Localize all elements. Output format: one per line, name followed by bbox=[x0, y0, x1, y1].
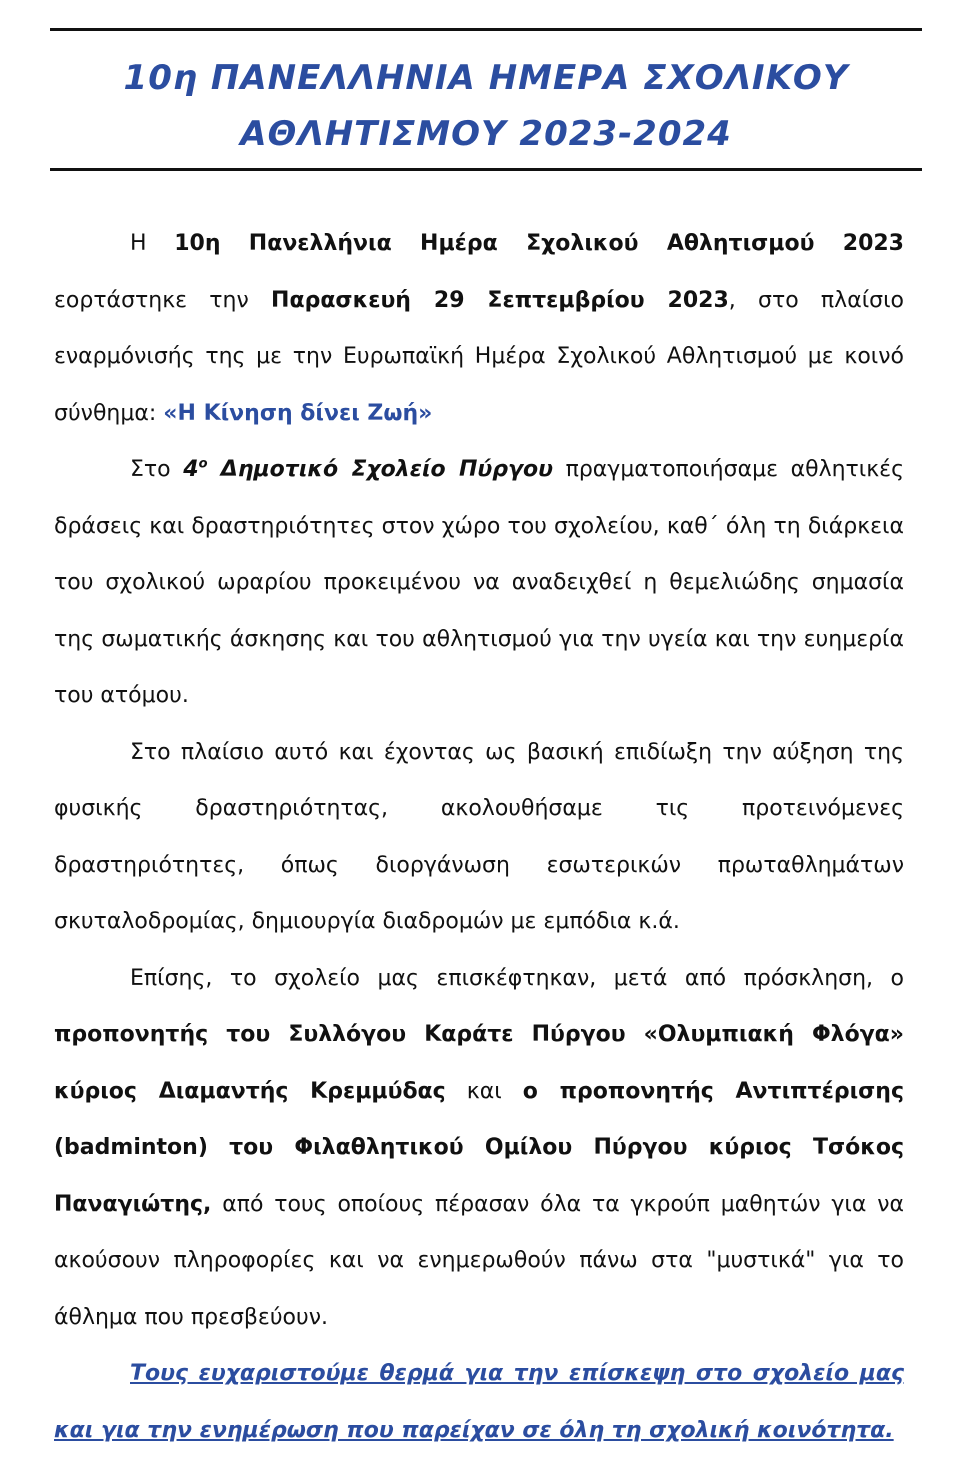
motto: «Η Κίνηση δίνει Ζωή» bbox=[163, 400, 433, 426]
bottom-rule bbox=[50, 168, 922, 171]
text-run: και bbox=[445, 1078, 523, 1104]
top-rule bbox=[50, 28, 922, 31]
event-date: Παρασκευή 29 Σεπτεμβρίου 2023 bbox=[271, 287, 729, 313]
text-run: εορτάστηκε την bbox=[54, 287, 272, 313]
ordinal-superscript: ο bbox=[198, 456, 208, 472]
title-line-2: ΑΘΛΗΤΙΣΜΟΥ 2023-2024 bbox=[240, 114, 732, 154]
thanks-text: Τους ευχαριστούμε θερμά για την επίσκεψη στο σχολείο μας και για την ενημέρωση που παρείχαν σε όλη τη σχολική κοινότητα. bbox=[54, 1361, 904, 1443]
text-run: Η bbox=[130, 231, 175, 256]
page-title bbox=[50, 50, 922, 162]
document-body bbox=[54, 216, 904, 1459]
text-run: πραγματοποιήσαμε αθλητικές δράσεις και δραστηριότητες στον χώρο του σχολείου, καθ΄ όλη τη διάρκεια του σχολικού ωραρίου προκειμένου να αναδειχθεί η θεμελιώδης σημασία της σωματικής άσκησης και του αθλητισμού για την υγεία και την ευημερία του ατόμου. bbox=[54, 457, 904, 708]
karate-coach: προπονητής του Συλλόγου Καράτε Πύργου «Ολυμπιακή Φλόγα» κύριος Διαμαντής Κρεμμύδας bbox=[54, 1022, 904, 1104]
text-run: από τους οποίους πέρασαν όλα τα γκρούπ μαθητών για να ακούσουν πληροφορίες και να ενημερωθούν πάνω στα "μυστικά" για το άθλημα που πρεσβεύουν. bbox=[54, 1191, 904, 1330]
title-line-1: 10η ΠΑΝΕΛΛΗΝΙΑ ΗΜΕΡΑ ΣΧΟΛΙΚΟΥ bbox=[123, 58, 849, 98]
text-run: Επίσης, το σχολείο μας επισκέφτηκαν, μετά από πρόσκληση, ο bbox=[130, 965, 904, 991]
school-name: Δημοτικό Σχολείο Πύργου bbox=[207, 457, 553, 482]
text-run: Στο bbox=[130, 457, 184, 482]
text-run: , στο πλαίσιο εναρμόνισής της με την Ευρωπαϊκή Ημέρα Σχολικού Αθλητισμού με κοινό σύνθημα: bbox=[54, 287, 904, 426]
paragraph-thanks bbox=[54, 1346, 904, 1459]
paragraph-intro bbox=[54, 216, 904, 442]
paragraph-visitors bbox=[54, 951, 904, 1347]
school-number: 4 bbox=[183, 457, 199, 482]
paragraph-activities: Στο πλαίσιο αυτό και έχοντας ως βασική επιδίωξη την αύξηση της φυσικής δραστηριότητας, ακολουθήσαμε τις προτεινόμενες δραστηριότητες, όπως διοργάνωση εσωτερικών πρωταθλημάτων σκυταλοδρομίας, δημιουργία διαδρομών με εμπόδια κ.ά. bbox=[54, 739, 904, 934]
badminton-coach: ο προπονητής Αντιπτέρισης (badminton) του Φιλαθλητικού Ομίλου Πύργου κύριος Τσόκος Παναγιώτης, bbox=[54, 1078, 904, 1217]
event-name: 10η Πανελλήνια Ημέρα Σχολικού Αθλητισμού 2023 bbox=[174, 231, 904, 256]
paragraph-school-activities bbox=[54, 442, 904, 725]
